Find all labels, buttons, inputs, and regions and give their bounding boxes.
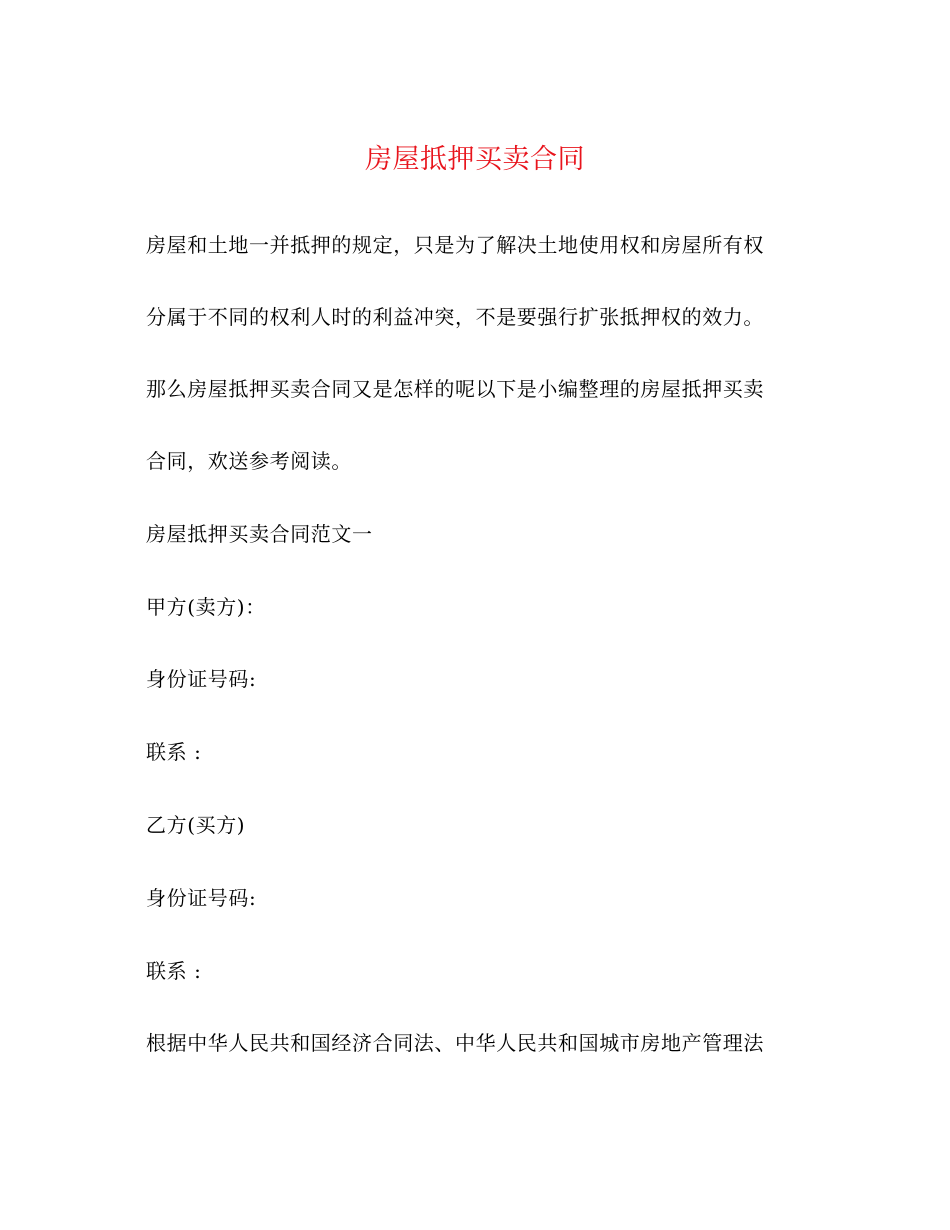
paragraph-line: 分属于不同的权利人时的利益冲突，不是要强行扩张抵押权的效力。 [146, 305, 764, 329]
paragraph-line: 根据中华人民共和国经济合同法、中华人民共和国城市房地产管理法 [146, 1031, 764, 1055]
paragraph-line: 房屋和土地一并抵押的规定，只是为了解决土地使用权和房屋所有权 [146, 233, 764, 257]
party-b-label: 乙方(买方) [146, 813, 246, 837]
paragraph-line: 合同，欢送参考阅读。 [146, 449, 352, 473]
party-b-contact-label: 联系 : [146, 959, 202, 983]
party-a-contact-label: 联系 : [146, 740, 202, 764]
paragraph-line: 那么房屋抵押买卖合同又是怎样的呢以下是小编整理的房屋抵押买卖 [146, 377, 764, 401]
document-title: 房屋抵押买卖合同 [365, 144, 585, 175]
party-a-label: 甲方(卖方)： [146, 595, 266, 619]
party-a-id-label: 身份证号码: [146, 667, 257, 691]
section-heading: 房屋抵押买卖合同范文一 [146, 522, 373, 546]
party-b-id-label: 身份证号码: [146, 886, 257, 910]
